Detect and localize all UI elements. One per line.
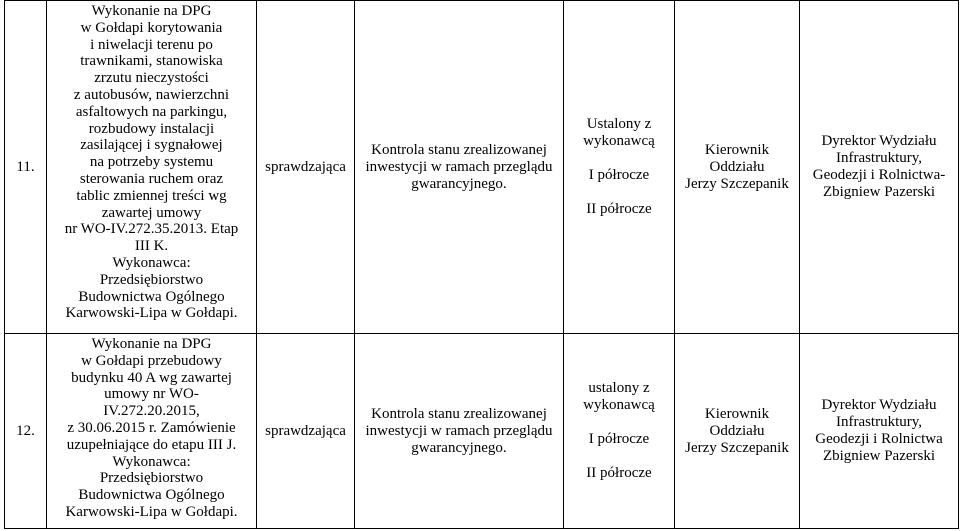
task-line: w Gołdapi korytowania xyxy=(80,19,223,36)
task-line: nr WO-IV.272.35.2013. Etap xyxy=(64,221,239,238)
task-line: uzupełniające do etapu III J. xyxy=(66,436,237,453)
responsible-line: Kierownik xyxy=(704,141,770,158)
task-line: asfaltowych na parkingu, xyxy=(75,103,228,120)
responsible-line: Kierownik xyxy=(704,405,770,422)
date-line: ustalony z xyxy=(588,380,650,396)
task-line: rozbudowy instalacji xyxy=(88,120,215,137)
contractor-line: Przedsiębiorstwo xyxy=(99,271,204,288)
responsible-line: Oddziału xyxy=(709,158,765,175)
task-line: i niwelacji terenu po xyxy=(90,36,213,53)
contractor-line: Budownictwa Ogólnego xyxy=(78,487,225,504)
control-scope xyxy=(355,334,564,529)
contractor-line: Karwowski-Lipa w Gołdapi. xyxy=(65,305,238,322)
date-line: I półrocze xyxy=(588,167,650,183)
contractor-line: Karwowski-Lipa w Gołdapi. xyxy=(65,503,238,520)
approving-person xyxy=(800,1,959,334)
control-scope xyxy=(355,1,564,334)
control-type: sprawdzająca xyxy=(257,1,355,334)
approver-line: Infrastruktury, xyxy=(835,414,923,430)
row-number: 11. xyxy=(5,1,47,334)
approving-person xyxy=(800,334,959,529)
scope-line: Kontrola stanu zrealizowanej xyxy=(371,141,547,158)
approver-line: Zbigniew Pazerski xyxy=(822,184,936,200)
task-description xyxy=(47,1,257,334)
approver-line: Zbigniew Pazerski xyxy=(822,448,936,464)
task-line: Wykonanie na DPG xyxy=(91,336,212,352)
task-line: budynku 40 A wg zawartej xyxy=(71,369,232,386)
contractor-line: Budownictwa Ogólnego xyxy=(78,288,225,305)
responsible-line: Oddziału xyxy=(709,422,765,439)
control-type: sprawdzająca xyxy=(257,334,355,529)
task-line: Wykonanie na DPG xyxy=(91,3,212,19)
task-line: umowy nr WO- xyxy=(104,386,199,403)
date-line: Ustalony z xyxy=(586,116,652,132)
responsible-line: Jerzy Szczepanik xyxy=(685,175,789,192)
responsible-person xyxy=(675,334,800,529)
task-line: na potrzeby systemu xyxy=(89,154,214,171)
responsible-line: Jerzy Szczepanik xyxy=(685,439,789,456)
responsible-person xyxy=(675,1,800,334)
scope-line: inwestycji w ramach przeglądu xyxy=(365,422,553,439)
approver-line: Geodezji i Rolnictwa xyxy=(815,431,943,447)
task-line: sterowania ruchem oraz xyxy=(79,170,224,187)
task-line: zrzutu nieczystości xyxy=(94,70,209,87)
schedule-table xyxy=(4,0,959,529)
scope-line: inwestycji w ramach przeglądu xyxy=(365,158,553,175)
date-line: I półrocze xyxy=(588,431,650,447)
task-line: w Gołdapi przebudowy xyxy=(81,352,222,369)
scope-line: gwarancyjnego. xyxy=(411,439,507,456)
approver-line: Dyrektor Wydziału xyxy=(821,397,937,413)
date-line: wykonawcą xyxy=(583,397,655,413)
task-line: IV.272.20.2015, xyxy=(103,403,200,420)
task-description xyxy=(47,334,257,529)
control-date xyxy=(564,334,675,529)
task-line: z autobusów, nawierzchni xyxy=(73,86,230,103)
contractor-line: Wykonawca: xyxy=(112,254,191,271)
contractor-line: Przedsiębiorstwo xyxy=(99,470,204,487)
task-line: zasilającej i sygnałowej xyxy=(80,137,223,154)
scope-line: gwarancyjnego. xyxy=(411,175,507,192)
table-row xyxy=(5,1,959,334)
scope-line: Kontrola stanu zrealizowanej xyxy=(371,405,547,422)
task-line: trawnikami, stanowiska xyxy=(80,53,223,70)
task-line: z 30.06.2015 r. Zamówienie xyxy=(67,419,236,436)
approver-line: Dyrektor Wydziału xyxy=(821,133,937,149)
date-line: II półrocze xyxy=(586,201,652,217)
task-line: tablic zmiennej treści wg xyxy=(76,187,227,204)
contractor-line: Wykonawca: xyxy=(112,453,191,470)
date-line: wykonawcą xyxy=(583,133,655,149)
approver-line: Infrastruktury, xyxy=(835,150,923,166)
approver-line: Geodezji i Rolnictwa- xyxy=(812,167,946,183)
control-date xyxy=(564,1,675,334)
task-line: zawartej umowy xyxy=(101,204,202,221)
task-line: III K. xyxy=(134,238,169,255)
table-row xyxy=(5,334,959,529)
row-number: 12. xyxy=(5,334,47,529)
date-line: II półrocze xyxy=(586,465,652,481)
